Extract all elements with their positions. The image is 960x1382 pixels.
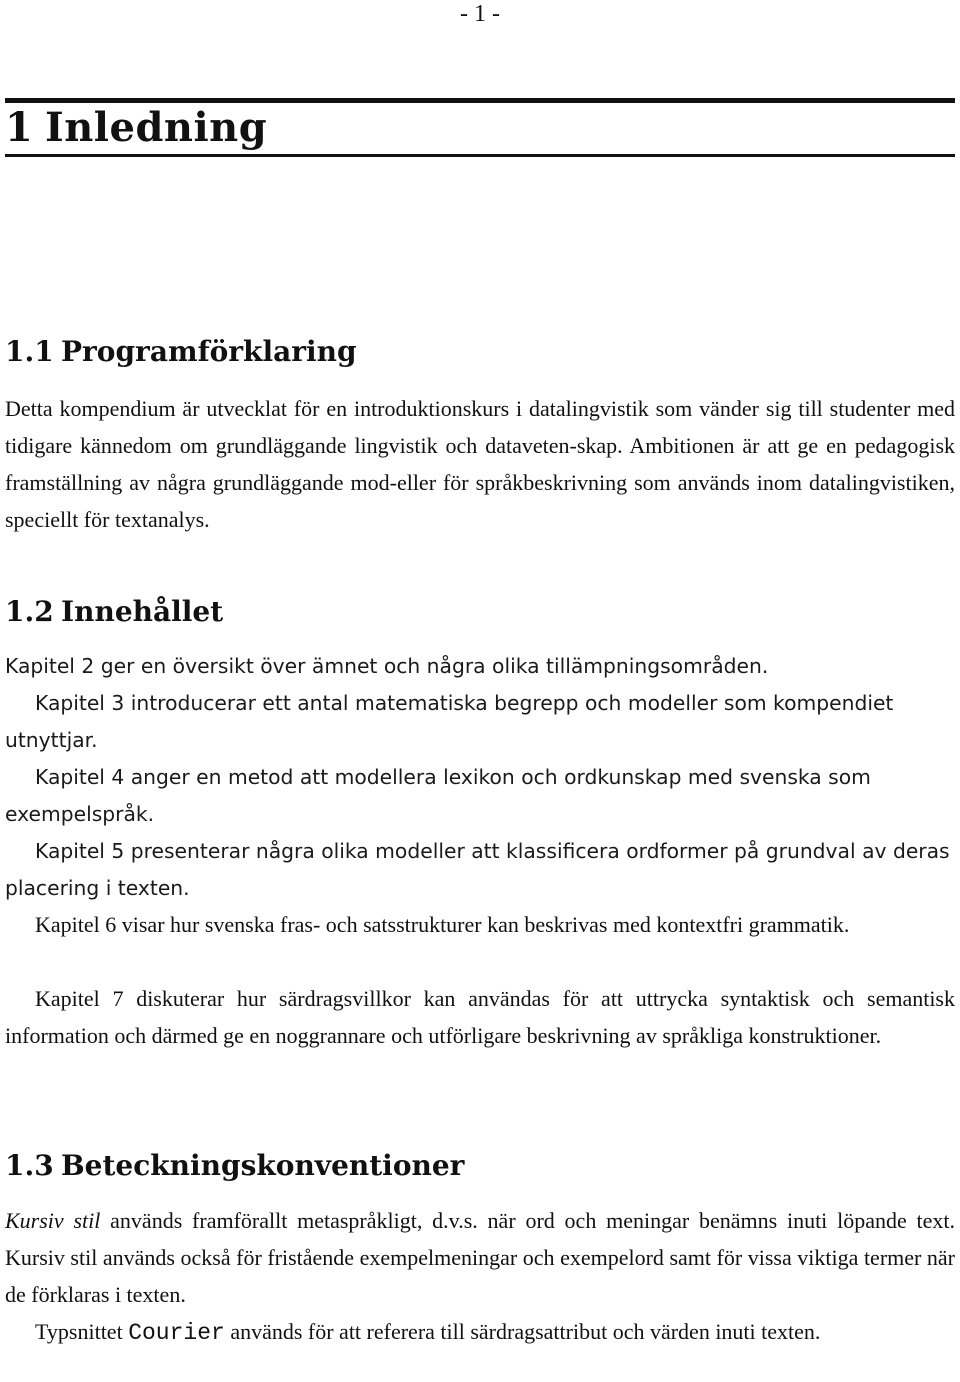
- section-title-text: Innehållet: [61, 595, 224, 628]
- chapter-title: [5, 104, 955, 152]
- page-number: - 1 -: [460, 1, 500, 27]
- italic-term: Kursiv stil: [5, 1208, 101, 1233]
- courier-term: Courier: [128, 1320, 225, 1346]
- paragraph-text: används framförallt metaspråkligt, d.v.s. när ord och meningar benämns inuti löpande text. Kursiv stil används också för fristående exempelmeningar och exempelord samt för vissa viktiga termer när de förklaras i texten.: [5, 1208, 956, 1307]
- section-title-text: Beteckningskonventioner: [61, 1149, 465, 1182]
- chapter-number: 1: [5, 104, 34, 151]
- chapter-overview-item: Kapitel 2 ger en översikt över ämnet och några olika tillämpningsområden.: [5, 654, 769, 678]
- section-title-innehallet: [5, 594, 955, 630]
- chapter-rule-bottom: [5, 154, 955, 157]
- chapter-overview-item: Kapitel 3 introducerar ett antal matematiska begrepp och modeller som kompendiet utnyttjar.: [5, 691, 894, 752]
- paragraph-text: Typsnittet: [35, 1319, 129, 1344]
- paragraph-programforklaring: Detta kompendium är utvecklat för en introduktionskurs i datalingvistik som vänder sig till studenter med tidigare kännedom om grundläggande lingvistik och dataveten-skap. Ambitionen är att ge en pedagogisk framställning av några grundläggande mod-eller för språkbeskrivning som används inom datalingvistiken, speciellt för textanalys.: [5, 396, 955, 532]
- chapter-overview-item: Kapitel 7 diskuterar hur särdragsvillkor kan användas för att uttrycka syntaktisk och semantisk information och därmed ge en noggrannare och utförligare beskrivning av språkliga konstruktioner.: [5, 986, 955, 1048]
- chapter-overview-item: Kapitel 4 anger en metod att modellera lexikon och ordkunskap med svenska som exempelspråk.: [5, 765, 871, 826]
- section-number: 1.2: [5, 595, 54, 628]
- section-title-text: Programförklaring: [61, 335, 357, 368]
- paragraph-kursiv-stil: [5, 1202, 955, 1313]
- paragraph-typsnitt: [5, 1313, 955, 1352]
- chapter-overview-item: Kapitel 6 visar hur svenska fras- och satsstrukturer kan beskrivas med kontextfri grammatik.: [35, 912, 850, 937]
- chapter-title-text: Inledning: [45, 104, 268, 151]
- section-number: 1.1: [5, 335, 54, 368]
- section-title-programforklaring: [5, 334, 955, 370]
- section-title-beteckningskonventioner: [5, 1148, 955, 1184]
- section-number: 1.3: [5, 1149, 54, 1182]
- chapter-rule-top: [5, 98, 955, 103]
- chapter-overview-item: Kapitel 5 presenterar några olika modeller att klassificera ordformer på grundval av deras placering i texten.: [5, 839, 950, 900]
- paragraph-text: används för att referera till särdragsattribut och värden inuti texten.: [224, 1319, 821, 1344]
